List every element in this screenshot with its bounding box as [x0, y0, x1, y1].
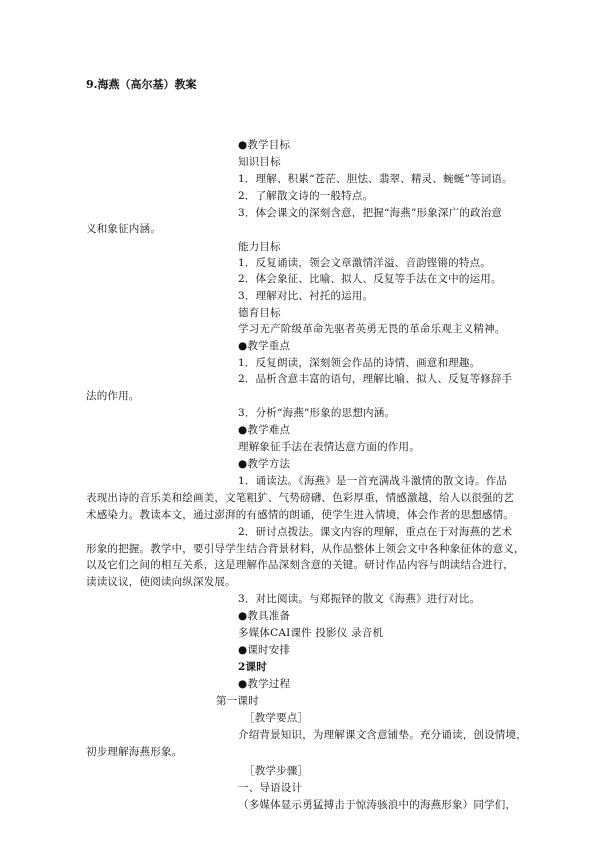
text-line: 学习无产阶级革命先驱者英勇无畏的革命乐观主义精神。 [238, 323, 506, 335]
text-line: 1．诵读法。《海燕》是一首充满战斗激情的散文诗。作品 [238, 475, 508, 487]
text-line: 读读议议，使阅读向纵深发展。 [86, 576, 236, 588]
section-heading-teaching-goals: ●教学目标 [238, 139, 291, 151]
section-heading-schedule: ●课时安排 [238, 644, 291, 656]
subheading-teaching-steps: ［教学步骤］ [244, 765, 309, 777]
subheading-ability-goals: 能力目标 [238, 241, 281, 253]
text-line: 2．了解散文诗的一般特点。 [238, 190, 374, 202]
text-line: 介绍背景知识，为理解课文含意铺垫。充分诵读，创设情境， [238, 729, 527, 741]
section-heading-equipment: ●教具准备 [238, 610, 291, 622]
section-heading-methods: ●教学方法 [238, 458, 291, 470]
text-line: 义和象征内涵。 [86, 223, 161, 235]
text-line: 1．反复诵读，领会文章激情洋溢、音韵铿锵的特点。 [238, 257, 491, 269]
text-line: （多媒体显示勇猛搏击于惊涛骇浪中的海燕形象）同学们， [238, 799, 517, 811]
text-line: 3．对比阅读。与郑振铎的散文《海燕》进行对比。 [238, 593, 481, 605]
text-line: 2．体会象征、比喻、拟人、反复等手法在文中的运用。 [238, 273, 502, 285]
subheading-knowledge-goals: 知识目标 [238, 156, 281, 168]
text-line: 3．分析“海燕”形象的思想内涵。 [238, 407, 396, 419]
section-heading-key-points: ●教学重点 [238, 340, 291, 352]
subheading-first-lesson: 第一课时 [216, 695, 259, 707]
text-line: 表现出诗的音乐美和绘画美，文笔粗犷、气势磅礴、色彩厚重，情感激越，给人以很强的艺 [86, 492, 514, 504]
text-line: 理解象征手法在表情达意方面的作用。 [238, 441, 420, 453]
text-line: 多媒体CAI课件 投影仪 录音机 [238, 627, 384, 639]
subheading-moral-goals: 德育目标 [238, 307, 281, 319]
text-line: 2．研讨点拨法。课文内容的理解，重点在于对海燕的艺术 [238, 526, 513, 538]
text-line: 初步理解海燕形象。 [86, 746, 183, 758]
text-line: 1．理解、积累“苍茫、胆怯、翡翠、精灵、蜿蜒”等词语。 [238, 173, 513, 185]
text-line: 1．反复朗读，深刻领会作品的诗情、画意和理趣。 [238, 357, 481, 369]
text-line: 一、导语设计 [238, 782, 303, 794]
text-line: 2课时 [238, 661, 267, 673]
text-line: 3．体会课文的深刻含意，把握“海燕”形象深广的政治意 [238, 207, 503, 219]
text-line: 法的作用。 [86, 390, 140, 402]
document-title: 9.海燕（高尔基）教案 [86, 78, 197, 91]
text-line: 形象的把握。教学中，要引导学生结合背景材料，从作品整体上领会文中各种象征体的意义， [86, 543, 525, 555]
text-line: 2．品析含意丰富的语句，理解比喻、拟人、反复等修辞手 [238, 373, 513, 385]
text-line: 3．理解对比、衬托的运用。 [238, 290, 374, 302]
section-heading-difficulties: ●教学难点 [238, 424, 291, 436]
section-heading-process: ●教学过程 [238, 678, 291, 690]
text-line: 术感染力。教读本文，通过澎湃的有感情的朗诵，使学生进入情境，体会作者的思想感情。 [86, 509, 514, 521]
subheading-teaching-points: ［教学要点］ [244, 712, 309, 724]
text-line: 以及它们之间的相互关系，这是理解作品深刻含意的关键。研讨作品内容与朗读结合进行， [86, 559, 514, 571]
